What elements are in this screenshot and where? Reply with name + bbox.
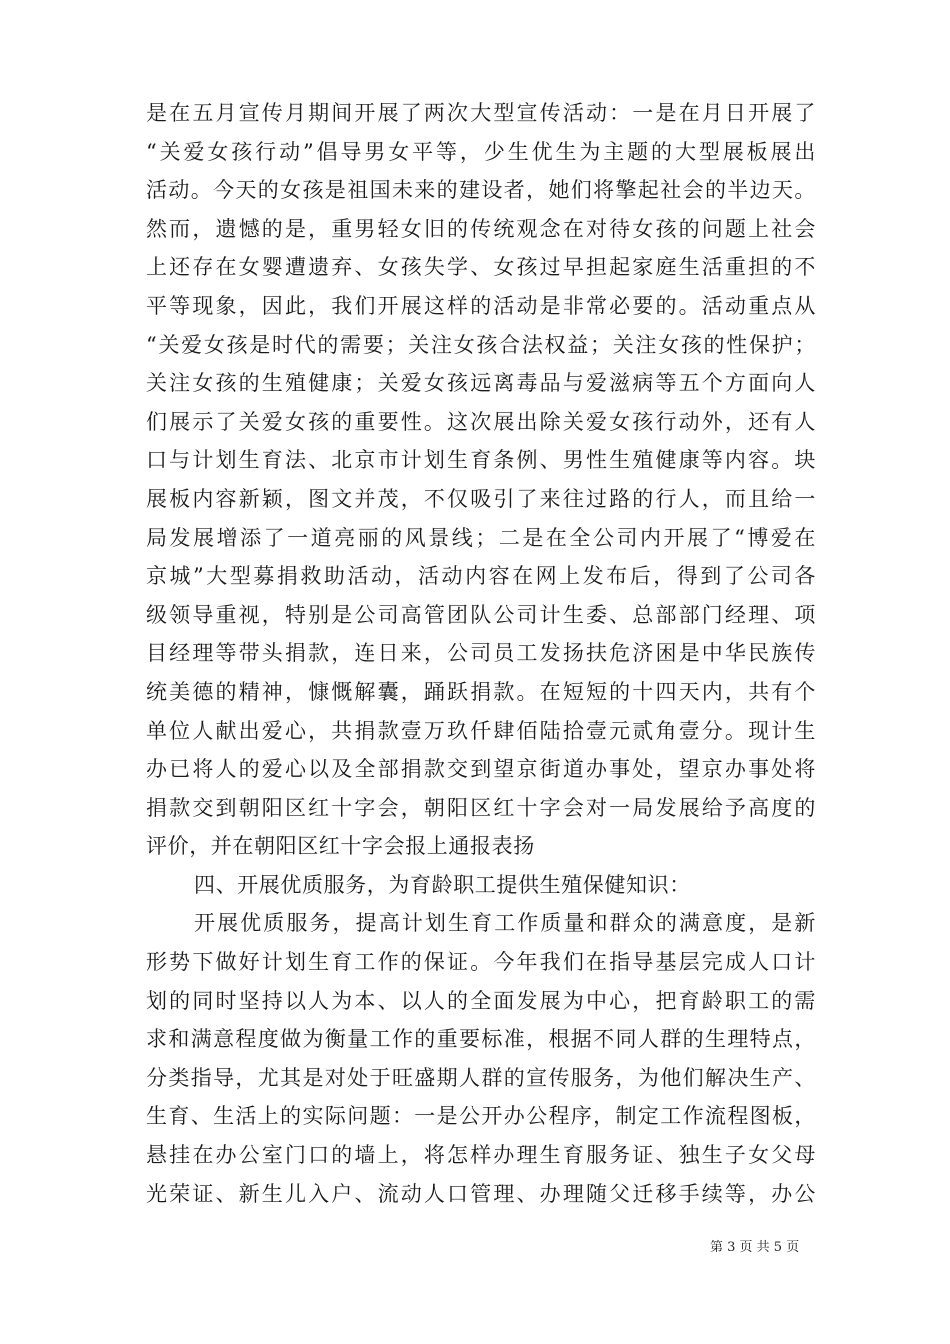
page-number: 第 3 页 共 5 页 [710, 1240, 800, 1255]
text-line: 生育、生活上的实际问题：一是公开办公程序，制定工作流程图板， [146, 1104, 816, 1129]
text-line: 上还存在女婴遭遗弃、女孩失学、女孩过早担起家庭生活重担的不 [146, 255, 816, 280]
text-line: 们展示了关爱女孩的重要性。这次展出除关爱女孩行动外，还有人 [146, 409, 816, 434]
text-line: 办已将人的爱心以及全部捐款交到望京街道办事处，望京办事处将 [146, 757, 816, 782]
text-line: 单位人献出爱心，共捐款壹万玖仟肆佰陆拾壹元贰角壹分。现计生 [146, 718, 816, 743]
text-line: 是在五月宣传月期间开展了两次大型宣传活动：一是在月日开展了 [146, 101, 816, 125]
text-line: 展板内容新颖，图文并茂，不仅吸引了来往过路的行人，而且给一 [146, 486, 816, 511]
text-line: 关注女孩的生殖健康；关爱女孩远离毒品与爱滋病等五个方面向人 [146, 371, 816, 396]
text-line: 求和满意程度做为衡量工作的重要标准，根据不同人群的生理特点， [146, 1027, 816, 1052]
text-line: 统美德的精神，慷慨解囊，踊跃捐款。在短短的十四天内，共有个 [146, 679, 816, 704]
paragraph [146, 94, 816, 866]
text-line: 捐款交到朝阳区红十字会，朝阳区红十字会对一局发展给予高度的 [146, 795, 816, 820]
document-body [146, 94, 816, 1213]
text-line: 划的同时坚持以人为本、以人的全面发展为中心，把育龄职工的需 [146, 988, 816, 1013]
text-line: 然而，遗憾的是，重男轻女旧的传统观念在对待女孩的问题上社会 [146, 216, 816, 241]
text-line: 京城”大型募捐救助活动，活动内容在网上发布后，得到了公司各 [146, 564, 816, 589]
text-line: 悬挂在办公室门口的墙上，将怎样办理生育服务证、独生子女父母 [146, 1143, 816, 1168]
text-line: “关爱女孩是时代的需要；关注女孩合法权益；关注女孩的性保护； [146, 332, 816, 357]
text-line: 四、开展优质服务，为育龄职工提供生殖保健知识： [194, 872, 691, 897]
paragraph [146, 904, 816, 1213]
text-line: 级领导重视，特别是公司高管团队公司计生委、总部部门经理、项 [146, 602, 816, 627]
text-line: 光荣证、新生儿入户、流动人口管理、办理随父迁移手续等，办公 [146, 1181, 816, 1206]
text-line: 活动。今天的女孩是祖国未来的建设者，她们将擎起社会的半边天。 [146, 178, 816, 203]
text-line: “关爱女孩行动”倡导男女平等，少生优生为主题的大型展板展出 [146, 139, 816, 164]
text-line: 分类指导，尤其是对处于旺盛期人群的宣传服务，为他们解决生产、 [146, 1065, 816, 1090]
text-line: 评价，并在朝阳区红十字会报上通报表扬 [146, 834, 535, 859]
text-line: 开展优质服务，提高计划生育工作质量和群众的满意度，是新 [194, 911, 816, 936]
section-heading [146, 866, 816, 905]
text-line: 平等现象，因此，我们开展这样的活动是非常必要的。活动重点从 [146, 293, 816, 318]
text-line: 口与计划生育法、北京市计划生育条例、男性生殖健康等内容。块 [146, 448, 816, 473]
text-line: 目经理等带头捐款，连日来，公司员工发扬扶危济困是中华民族传 [146, 641, 816, 666]
text-line: 局发展增添了一道亮丽的风景线；二是在全公司内开展了“博爱在 [146, 525, 816, 550]
text-line: 形势下做好计划生育工作的保证。今年我们在指导基层完成人口计 [146, 950, 816, 975]
